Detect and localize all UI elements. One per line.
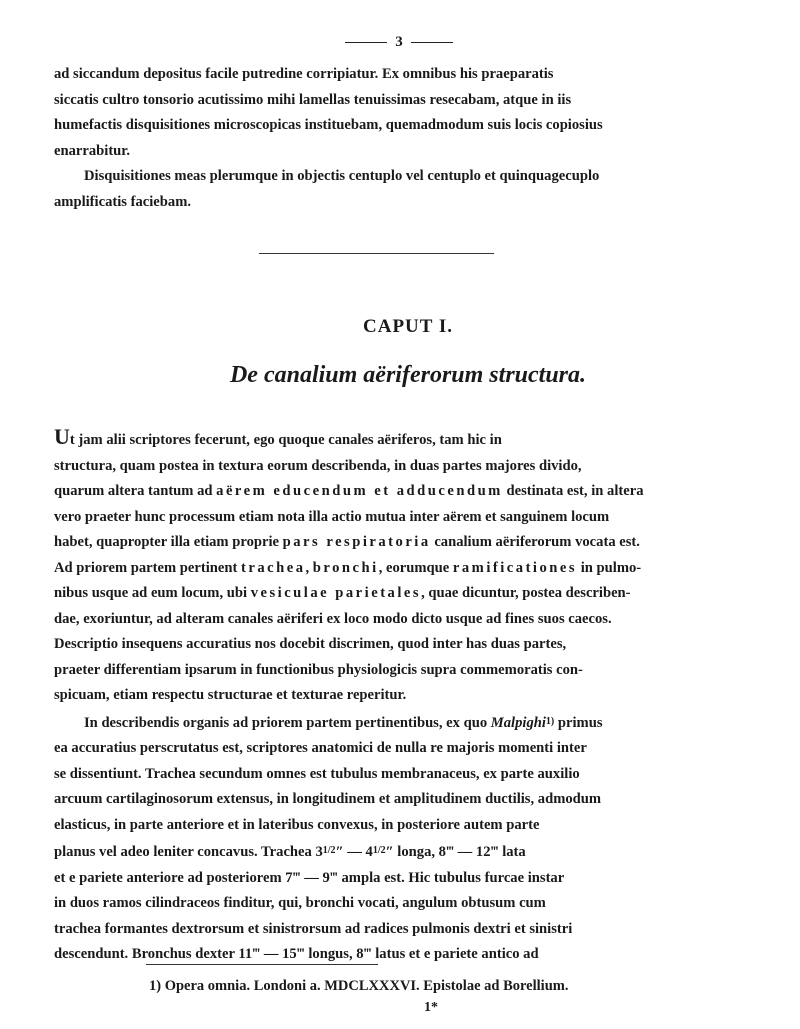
text-line: arcuum cartilaginosorum extensus, in longitudinem et amplitudinem ductilis, admodum [54,791,602,807]
page-number [314,34,484,51]
text-line: ad siccandum depositus facile putredine corripiatur. Ex omnibus his praeparatis [54,66,554,82]
text-line: Ad priorem partem pertinent trachea, bronchi, eorumque ramificationes in pulmo- [54,559,642,576]
text-line: vero praeter hunc processum etiam nota illa actio mutua inter aërem et sanguinem locum [54,508,610,525]
footnote: 1) Opera omnia. Londoni a. MDCLXXXVI. Epistolae ad Borellium. [149,978,569,994]
chapter-heading: CAPUT I. [363,316,453,337]
text-line: quarum altera tantum ad aërem educendum et adducendum destinata est, in altera [54,483,644,499]
page-number-text: 3 [395,34,403,50]
text-line: planus vel adeo leniter concavus. Trachea $3^{1/2}''$ — $4^{1/2}''$ longa, 8‴ — 12‴ lata [54,844,526,860]
text-line: structura, quam postea in textura eorum describenda, in duas partes majores divido, [54,457,582,474]
page-number-dash-right [411,42,453,43]
text-line: habet, quapropter illa etiam proprie pars respiratoria canalium aëriferorum vocata est. [54,534,640,550]
text-line: se dissentiunt. Trachea secundum omnes est tubulus membranaceus, ex parte auxilio [54,765,580,782]
text-line: humefactis disquisitiones microscopicas instituebam, quemadmodum suis locis copiosius [54,117,603,133]
footnote-rule [146,964,378,965]
body-paragraph [54,424,762,968]
text-line: praeter differentiam ipsarum in functionibus physiologicis supra commemoratis con- [54,661,583,678]
text-line: enarrabitur. [54,142,131,159]
text-line: ea accuratius perscrutatus est, scriptores anatomici de nulla re majoris momenti inter [54,740,587,756]
section-divider [259,253,494,254]
footnote-ref: 1) [545,715,555,727]
text-line: siccatis cultro tonsorio acutissimo mihi lamellas tenuissimas resecabam, atque in iis [54,91,572,108]
text-line: nibus usque ad eum locum, ubi vesiculae parietales, quae dicuntur, postea describen- [54,585,631,601]
intro-paragraph [54,62,762,215]
text-line: spicuam, etiam respectu structurae et texturae reperitur. [54,687,407,703]
text-line: Descriptio insequens accuratius nos docebit discrimen, quod inter has duas partes, [54,636,567,652]
text-line: in duos ramos cilindraceos finditur, qui, bronchi vocati, angulum obtusum cum [54,895,546,911]
text-line: dae, exoriuntur, ad alteram canales aëriferi ex loco modo dicto usque ad fines suos caecos. [54,610,612,627]
text-line: amplificatis faciebam. [54,193,191,210]
text-line: trachea formantes dextrorsum et sinistrorsum ad radices pulmonis dextri et sinistri [54,920,573,937]
text-line: descendunt. Bronchus dexter 11‴ — 15‴ longus, 8‴ latus et e pariete antico ad [54,946,539,962]
text-line: Ut jam alii scriptores fecerunt, ego quoque canales aëriferos, tam hic in [54,424,502,449]
chapter-title: De canalium aëriferorum structura. [229,362,587,388]
page-number-dash-left [345,42,387,43]
text-line: elasticus, in parte anteriore et in lateribus convexus, in posteriore autem parte [54,816,540,833]
text-line: et e pariete anteriore ad posteriorem 7‴ — 9‴ ampla est. Hic tubulus furcae instar [54,869,565,886]
text-line: Disquisitiones meas plerumque in objectis centuplo vel centuplo et quinquagecuplo [84,168,600,184]
signature-mark: 1* [424,1000,438,1015]
page [54,0,762,1029]
text-line: In describendis organis ad priorem partem pertinentibus, ex quo Malpighi$^{1)}$ primus [84,714,603,731]
drop-cap: U [54,424,70,449]
